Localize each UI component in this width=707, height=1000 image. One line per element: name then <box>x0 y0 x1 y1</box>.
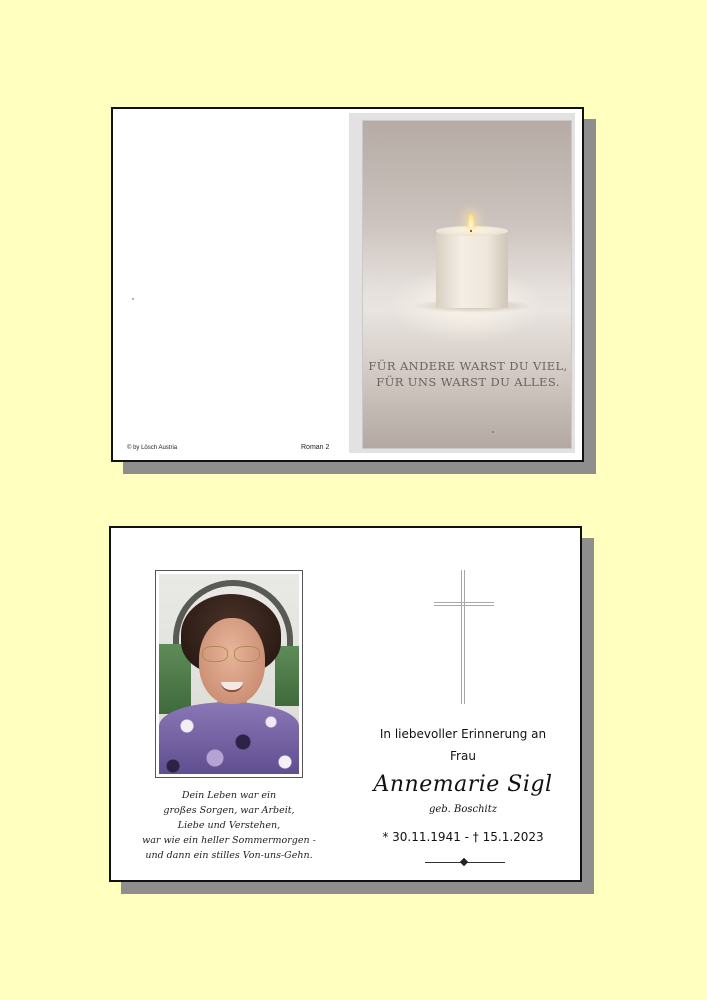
tiny-mark <box>492 431 494 433</box>
photo-bench-right <box>275 646 299 706</box>
portrait-frame <box>155 570 303 778</box>
deceased-name: Annemarie Sigl <box>373 772 553 797</box>
card-inside <box>109 526 582 882</box>
candle-image <box>362 120 572 449</box>
memory-text: In liebevoller Erinnerung an <box>379 727 547 741</box>
poem-line: großes Sorgen, war Arbeit, <box>163 805 295 816</box>
photo-blouse <box>159 702 299 774</box>
poem-line: war wie ein heller Sommermorgen - <box>142 835 316 846</box>
candle-body <box>436 230 508 308</box>
cross-icon <box>434 570 494 704</box>
card-front <box>111 107 584 462</box>
ornament-divider <box>425 861 505 864</box>
model-name: Roman 2 <box>301 444 330 451</box>
portrait-photo <box>159 574 299 774</box>
glasses-icon <box>202 646 262 662</box>
life-dates: * 30.11.1941 - † 15.1.2023 <box>382 830 544 844</box>
candle-flame-icon <box>467 213 475 230</box>
poem-line: Dein Leben war ein <box>181 790 277 801</box>
copyright-text: © by Lösch Austria <box>127 445 178 451</box>
poem-line: und dann ein stilles Von-uns-Gehn. <box>145 850 313 861</box>
verse-line-1: FÜR ANDERE WARST DU VIEL, <box>368 359 568 373</box>
poem-line: Liebe und Verstehen, <box>177 820 281 831</box>
poem <box>131 788 327 863</box>
stray-dot <box>132 298 134 300</box>
title-text: Frau <box>450 749 476 763</box>
verse-line-2: FÜR UNS WARST DU ALLES. <box>376 375 560 389</box>
maiden-name: geb. Boschitz <box>428 804 498 815</box>
